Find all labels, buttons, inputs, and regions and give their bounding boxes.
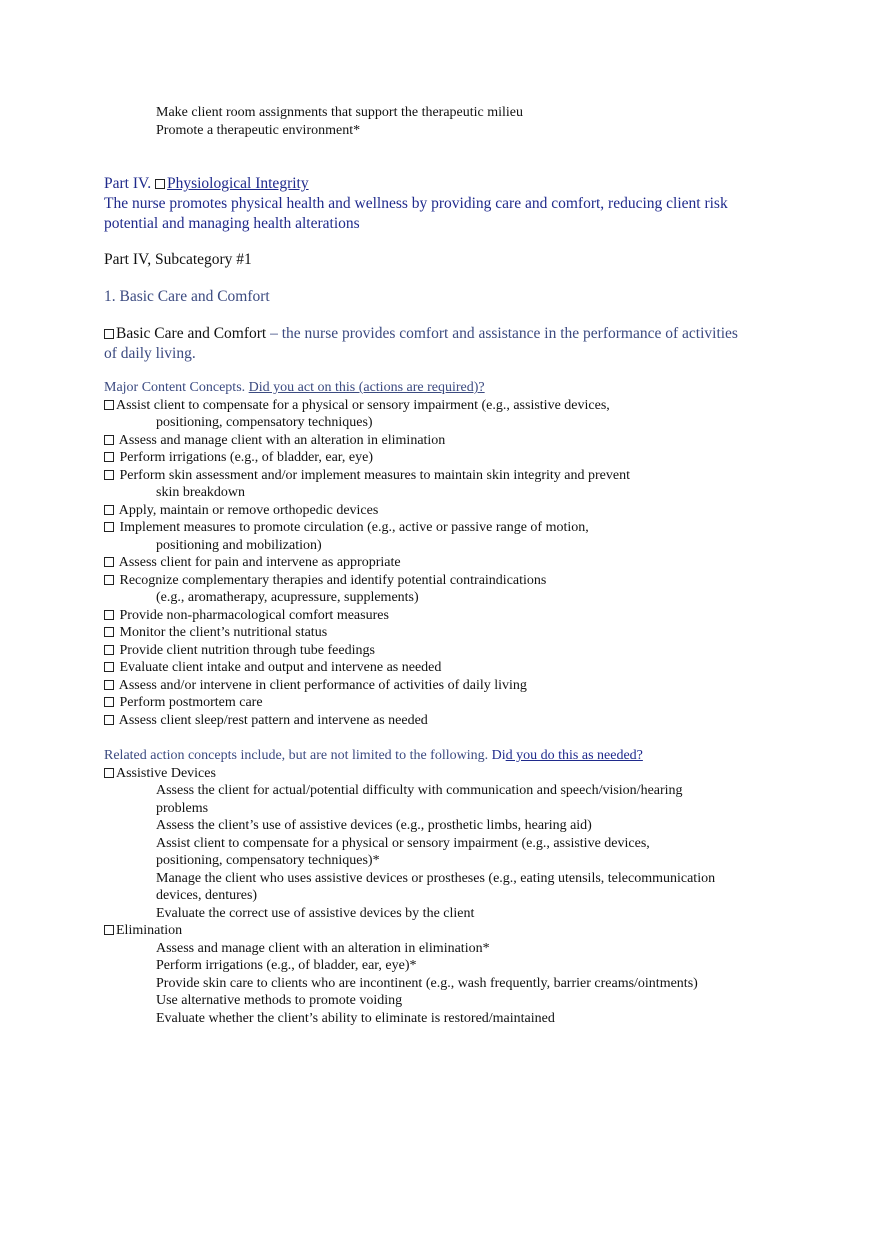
major-question-link[interactable]: Did you act on this (actions are required)? — [248, 380, 485, 395]
checklist-item-text: Provide client nutrition through tube feedings — [116, 642, 375, 658]
checklist-item — [104, 449, 630, 467]
concept-line: Perform irrigations (e.g., of bladder, ear, eye)* — [156, 958, 417, 973]
concept-line: Assess the client’s use of assistive devices (e.g., prosthetic limbs, hearing aid) — [156, 818, 592, 833]
concept-line: Evaluate the correct use of assistive devices by the client — [156, 905, 475, 921]
checkbox-icon[interactable] — [155, 179, 165, 189]
checkbox-icon[interactable] — [104, 557, 114, 567]
related-question-link[interactable]: d you do this as needed? — [505, 748, 643, 763]
checkbox-icon[interactable] — [104, 627, 114, 637]
checklist-item-text: Perform skin assessment and/or implement measures to maintain skin integrity and prevent — [116, 467, 631, 483]
part4-section — [104, 174, 728, 234]
assistive-devices-heading — [104, 765, 715, 783]
checklist-item — [104, 694, 630, 712]
checklist-item — [104, 572, 630, 590]
checklist-item-text: Provide non-pharmacological comfort measures — [116, 607, 389, 623]
basic-care-desc: – the nurse provides comfort and assistance in the performance of activities — [266, 325, 738, 342]
top-section — [104, 104, 523, 139]
elimination-lines — [104, 940, 715, 1028]
checklist-item-cont: skin breakdown — [156, 485, 246, 500]
checklist-item — [104, 397, 630, 415]
checklist-item-cont: (e.g., aromatherapy, acupressure, supplements) — [156, 590, 419, 605]
elimination-heading — [104, 922, 715, 940]
checklist-item — [104, 554, 630, 572]
checkbox-icon[interactable] — [104, 662, 114, 672]
checklist-item-text: Assess client sleep/rest pattern and intervene as needed — [116, 712, 428, 728]
checklist-item-text: Perform postmortem care — [116, 695, 263, 710]
checkbox-icon[interactable] — [104, 470, 114, 480]
major-concepts-header — [104, 379, 630, 397]
part4-heading — [104, 174, 728, 194]
related-question-a: Di — [491, 748, 506, 763]
part4-description: potential and managing health alterations — [104, 215, 360, 232]
checklist-item-text: Implement measures to promote circulation (e.g., active or passive range of motion, — [116, 520, 589, 535]
part4-title-link[interactable]: Physiological Integrity — [166, 175, 309, 192]
checklist-item-cont: positioning, compensatory techniques) — [156, 415, 373, 430]
checkbox-icon[interactable] — [104, 925, 114, 935]
checkbox-icon[interactable] — [104, 610, 114, 620]
checkbox-icon[interactable] — [104, 505, 114, 515]
checklist-item-text: Recognize complementary therapies and identify potential contraindications — [116, 572, 547, 588]
concept-line: Assist client to compensate for a physical or sensory impairment (e.g., assistive devices, — [156, 835, 650, 851]
checklist-item-text: Assess and manage client with an alteration in elimination — [116, 432, 446, 448]
checklist-item-cont: positioning and mobilization) — [156, 537, 322, 553]
checklist-item — [104, 642, 630, 660]
checklist-item — [104, 467, 630, 485]
major-label: Major Content Concepts. — [104, 380, 249, 395]
section-heading: 1. Basic Care and Comfort — [104, 288, 270, 305]
checklist-item-text: Monitor the client’s nutritional status — [116, 625, 328, 640]
checklist-item — [104, 624, 630, 642]
concept-line: devices, dentures) — [156, 888, 258, 903]
major-items-list — [104, 397, 630, 730]
checkbox-icon[interactable] — [104, 768, 114, 778]
related-header — [104, 747, 715, 765]
checklist-item — [104, 607, 630, 625]
concept-line: Provide skin care to clients who are incontinent (e.g., wash frequently, barrier creams/ointments) — [156, 975, 698, 991]
top-line: Promote a therapeutic environment* — [156, 122, 361, 138]
checkbox-icon[interactable] — [104, 435, 114, 445]
concept-line: Evaluate whether the client’s ability to eliminate is restored/maintained — [156, 1010, 555, 1026]
concept-line: Assess the client for actual/potential difficulty with communication and speech/vision/hearing — [156, 783, 683, 798]
subcategory-heading: Part IV, Subcategory #1 — [104, 251, 252, 268]
part4-prefix: Part IV. — [104, 175, 155, 192]
concept-line: Manage the client who uses assistive devices or prostheses (e.g., eating utensils, telecommunication — [156, 870, 716, 886]
checkbox-icon[interactable] — [104, 452, 114, 462]
concept-line: Use alternative methods to promote voiding — [156, 993, 403, 1008]
major-concepts-section — [104, 379, 630, 729]
checkbox-icon[interactable] — [104, 329, 114, 339]
concept-line: problems — [156, 800, 209, 816]
basic-care-desc-cont: of daily living. — [104, 345, 196, 362]
top-line: Make client room assignments that support the therapeutic milieu — [156, 105, 524, 120]
part4-description: The nurse promotes physical health and wellness by providing care and comfort, reducing client risk — [104, 195, 728, 212]
checkbox-icon[interactable] — [104, 522, 114, 532]
concept-line: Assess and manage client with an alteration in elimination* — [156, 940, 490, 956]
checkbox-icon[interactable] — [104, 400, 114, 410]
checklist-item-text: Assist client to compensate for a physical or sensory impairment (e.g., assistive devices, — [116, 397, 610, 413]
related-concepts-section — [104, 747, 715, 1027]
checklist-item — [104, 502, 630, 520]
checklist-item — [104, 712, 630, 730]
checkbox-icon[interactable] — [104, 715, 114, 725]
checkbox-icon[interactable] — [104, 680, 114, 690]
related-label: Related action concepts include, but are not limited to the following. — [104, 748, 492, 763]
assistive-title: Assistive Devices — [116, 765, 216, 781]
basic-care-title: Basic Care and Comfort — [116, 325, 267, 342]
checklist-item-text: Assess client for pain and intervene as appropriate — [116, 555, 401, 570]
concept-line: positioning, compensatory techniques)* — [156, 853, 380, 868]
checklist-item-text: Perform irrigations (e.g., of bladder, ear, eye) — [116, 450, 373, 465]
checklist-item — [104, 677, 630, 695]
checklist-item-text: Evaluate client intake and output and intervene as needed — [116, 660, 442, 675]
basic-care-line — [104, 324, 738, 344]
checklist-item — [104, 432, 630, 450]
checklist-item — [104, 519, 630, 537]
checklist-item-text: Assess and/or intervene in client performance of activities of daily living — [116, 677, 527, 693]
checkbox-icon[interactable] — [104, 575, 114, 585]
checkbox-icon[interactable] — [104, 645, 114, 655]
checklist-item — [104, 659, 630, 677]
basic-care-section — [104, 324, 738, 364]
checkbox-icon[interactable] — [104, 697, 114, 707]
elimination-title: Elimination — [116, 923, 183, 938]
checklist-item-text: Apply, maintain or remove orthopedic devices — [116, 502, 379, 518]
assistive-lines — [104, 782, 715, 922]
